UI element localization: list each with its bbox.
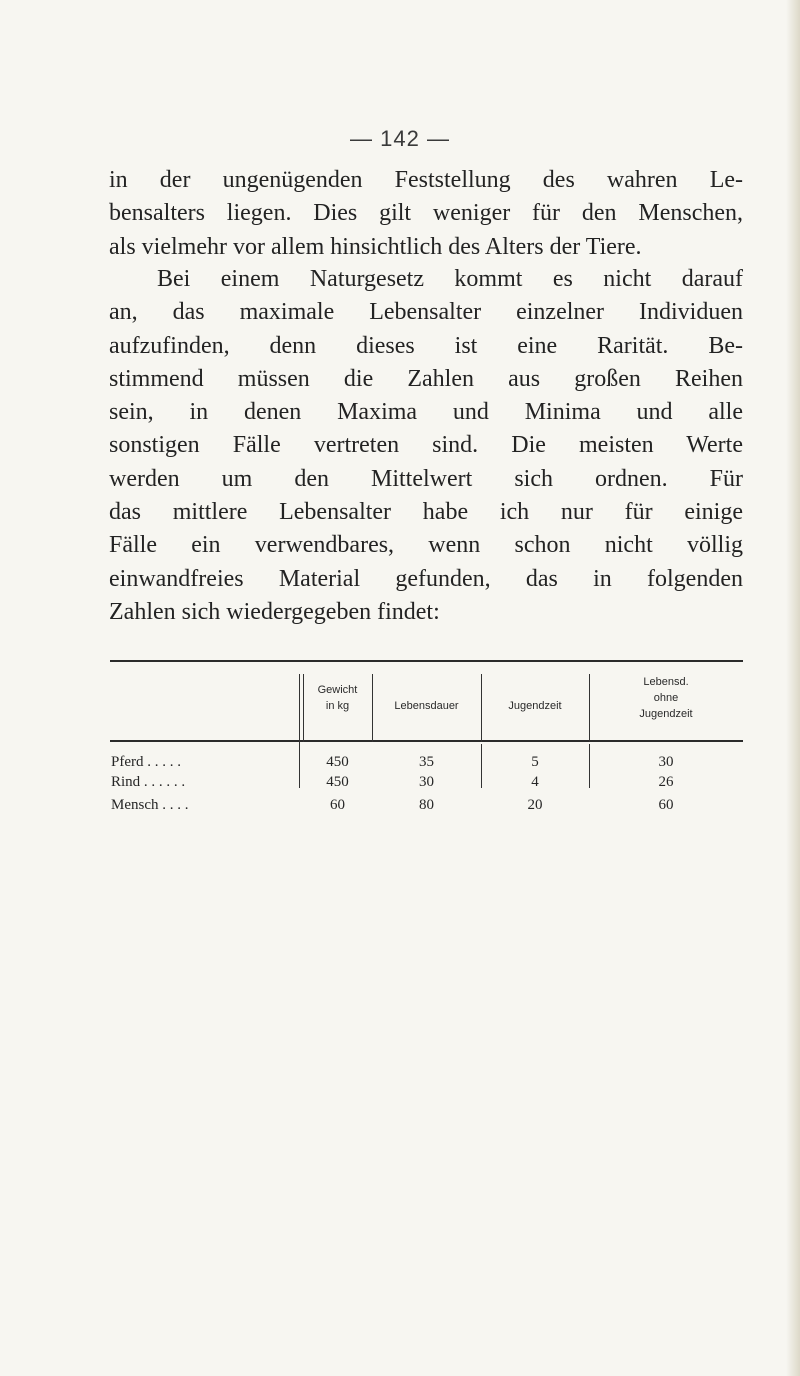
paragraph-2 <box>109 263 743 629</box>
table-cell: 450 <box>326 774 349 790</box>
table-cell: 5 <box>531 754 539 770</box>
table-header-lifespan <box>372 698 481 714</box>
text-line: in der ungenügenden Feststellung des wahren Le- <box>109 167 743 193</box>
table-row-label: Mensch . . . . <box>111 797 189 813</box>
text-line: Fälle ein verwendbares, wenn schon nicht völlig <box>109 532 743 559</box>
table-row-label: Pferd . . . . . <box>111 754 181 770</box>
header-line: Jugendzeit <box>639 708 693 720</box>
table-cell: 60 <box>330 797 345 813</box>
header-line: ohne <box>653 692 679 704</box>
page-number: — 142 — <box>350 126 450 151</box>
table-cell: 80 <box>419 797 434 813</box>
text-line: aufzufinden, denn dieses ist eine Rarität. Be- <box>109 332 743 359</box>
text-line: stimmend müssen die Zahlen aus großen Reihen <box>109 365 743 392</box>
table-header-lifespan-without-youth <box>589 674 743 722</box>
header-line: Lebensdauer <box>394 700 459 712</box>
table-cell: 30 <box>658 754 674 770</box>
table-cell: 26 <box>658 774 674 790</box>
table-header-youth <box>481 698 589 714</box>
table-cell: 20 <box>527 797 543 813</box>
table-cell: 60 <box>658 797 674 813</box>
table-header-rule <box>110 740 743 742</box>
table-row-label: Rind . . . . . . <box>111 774 186 790</box>
header-line: Gewicht <box>317 684 358 696</box>
text-line: an, das maximale Lebensalter einzelner Individuen <box>109 299 743 326</box>
table-cell: 35 <box>419 754 434 770</box>
text-line: Bei einem Naturgesetz kommt es nicht darauf <box>157 266 743 292</box>
page-edge-shadow <box>786 0 800 1376</box>
text-line: Zahlen sich wiedergegeben findet: <box>109 598 440 625</box>
table-cell: 450 <box>326 754 349 770</box>
text-line: einwandfreies Material gefunden, das in folgenden <box>109 565 743 592</box>
table-cell: 4 <box>531 774 539 790</box>
text-line: bensalters liegen. Dies gilt weniger für den Menschen, <box>109 200 743 227</box>
table-header-weight <box>303 682 372 714</box>
text-line: werden um den Mittelwert sich ordnen. Für <box>109 465 743 492</box>
text-line: das mittlere Lebensalter habe ich nur für einige <box>109 499 743 526</box>
text-line: als vielmehr vor allem hinsichtlich des Alters der Tiere. <box>109 233 642 260</box>
table-cell: 30 <box>419 774 434 790</box>
header-line: in kg <box>325 700 350 712</box>
text-line: sonstigen Fälle vertreten sind. Die meisten Werte <box>109 432 743 459</box>
text-line: sein, in denen Maxima und Minima und alle <box>109 399 743 426</box>
header-line: Lebensd. <box>643 676 689 688</box>
table-column-divider <box>299 674 300 788</box>
paragraph-1 <box>109 164 743 264</box>
table-top-rule <box>110 660 743 662</box>
header-line: Jugendzeit <box>508 700 562 712</box>
